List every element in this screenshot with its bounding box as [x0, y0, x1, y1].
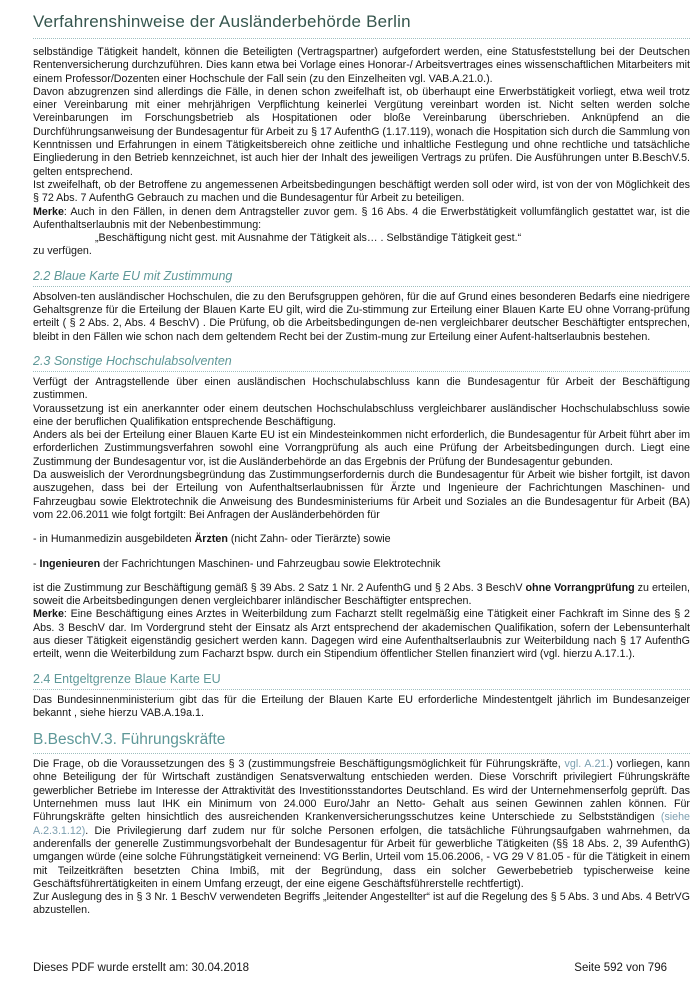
- paragraph: [33, 582, 690, 609]
- paragraph: [33, 558, 690, 571]
- text-segment: -: [33, 557, 40, 570]
- bold-text: Merke: [33, 205, 64, 218]
- paragraph: [33, 694, 690, 721]
- text-segment: Voraussetzung ist ein anerkannter oder einem deutschen Hochschulabschluss vergleichbarer ausländischer Hochschulabschluss sowie eine der beruflichen Qualifikation entsprechende Beschäftigung.: [33, 402, 690, 428]
- section-heading-2-3: 2.3 Sonstige Hochschulabsolventen: [33, 354, 690, 372]
- text-segment: zu verfügen.: [33, 245, 92, 258]
- bold-text: Merke: [33, 608, 64, 621]
- paragraph: [33, 376, 690, 403]
- cross-reference-link[interactable]: vgl. A.21.: [564, 758, 610, 771]
- text-segment: zu erteilen, soweit die Arbeitsbedingungen denen vergleichbarer inländischer Beschäftigter entsprechen.: [33, 581, 691, 608]
- bold-text: Ärzten: [194, 533, 228, 546]
- paragraph: [33, 46, 690, 86]
- paragraph: [33, 291, 690, 344]
- text-segment: ist die Zustimmung zur Beschäftigung gemäß § 39 Abs. 2 Satz 1 Nr. 2 AufenthG und § 2 Abs. 3 BeschV: [33, 581, 526, 594]
- text-segment: Ist zweifelhaft, ob der Betroffene zu angemessenen Arbeitsbedingungen beschäftigt werden soll oder wird, ist von der von Möglichkeit des § 72 Abs. 7 AufenthG Gebrauch zu machen und die Bundesagentur für Arbeit zu beteiligen.: [33, 178, 690, 205]
- text-segment: Absolven-ten ausländischer Hochschulen, die zu den Berufsgruppen gehören, für die auf Grund eines besonderen Bedarfs eine niedrigere Gehaltsgrenze für die Erteilung der Blauen Karte EU gilt, wird die Zu-stimmung zur Erteilung einer Blauen Karte EU ohne Vorrang-prüfung erteilt ( § 2 Abs. 2, Abs. 4 BeschV) . Die Prüfung, ob die Arbeitsbedingungen de-nen vergleichbarer deutscher Beschäftigter entsprechen, bleibt in den Fällen wie schon nach dem geltendem Recht bei der Zustim-mung zur Erteilung einer Aufent-haltserlaubnis bestehen.: [33, 290, 690, 343]
- section-heading-beschv3: B.BeschV.3. Führungskräfte: [33, 731, 690, 754]
- text-segment: Anders als bei der Erteilung einer Blauen Karte EU ist ein Mindesteinkommen nicht erforderlich, die Bundesagentur für Arbeit führt aber im erforderlichen Zustimmungsverfahren sowohl eine Vorrangprüfung als auch eine Prüfung der Arbeitsbedingungen durch. Liegt eine Zustimmung der Bundesagentur vor, ist die Ausländerbehörde an das Ergebnis der Prüfung der Bundesagentur gebunden.: [33, 429, 690, 468]
- text-segment: „Beschäftigung nicht gest. mit Ausnahme der Tätigkeit als… . Selbständige Tätigkeit gest.“: [95, 232, 522, 245]
- page-title: Verfahrenshinweise der Ausländerbehörde Berlin: [33, 12, 690, 39]
- quote-line: [33, 232, 690, 245]
- bold-text: Ingenieuren: [39, 557, 101, 570]
- footer-page-number: Seite 592 von 796: [574, 962, 667, 974]
- text-segment: - in Humanmedizin ausgebildeten: [33, 533, 195, 546]
- text-segment: selbständige Tätigkeit handelt, können die Beteiligten (Vertragspartner) aufgefordert werden, eine Statusfeststellung bei der Deutschen Rentenversicherung durchzuführen. Dies kann etwa bei Vorlage eines Honorar-/ Arbeitsvertrages eines wissenschaftlichen Mitarbeiters mit einem Professor/Dozenten einer Hochschule der Fall sein (zu den Einzelheiten vgl. VAB.A.21.0.).: [33, 46, 690, 85]
- footer-created-date: Dieses PDF wurde erstellt am: 30.04.2018: [33, 962, 250, 974]
- paragraph: [33, 891, 690, 918]
- section-heading-2-4: 2.4 Entgeltgrenze Blaue Karte EU: [33, 672, 690, 690]
- paragraph: [33, 86, 690, 179]
- paragraph: [33, 758, 690, 891]
- paragraph: [33, 403, 690, 430]
- text-segment: ) vorliegen, kann ohne Beteiligung der für Wirtschaft zuständigen Senatsverwaltung entschieden werden. Diese Vorschrift privilegiert Führungskräfte gewerblicher Betriebe im Interesse der Attraktivität des Investitionsstandortes Deutschland. Es wird der Unternehmenserfolg geprüft. Das Unternehmen muss laut IHK ein Minimum von 24.000 Euro/Jahr an Netto- Gehalt aus seinen Gewinnen zahlen können. Für Führungskräfte gelten hinsichtlich des ausreichenden Krankenversicherungsschutzes keine Unterschiede zu Selbstständigen: [33, 758, 690, 824]
- paragraph: [33, 245, 690, 258]
- text-segment: Die Frage, ob die Voraussetzungen des § 3 (zustimmungsfreie Beschäftigungsmöglichkeit für Führungskräfte,: [33, 758, 565, 771]
- text-segment: Zur Auslegung des in § 3 Nr. 1 BeschV verwendeten Begriffs „leitender Angestellter“ ist auf die Regelung des § 5 Abs. 3 und Abs. 4 BetrVG abzustellen.: [33, 891, 690, 917]
- text-segment: Verfügt der Antragstellende über einen ausländischen Hochschulabschluss kann die Bundesagentur für Arbeit der Beschäftigung zustimmen.: [33, 375, 690, 402]
- bold-text: ohne Vorrangprüfung: [525, 581, 635, 594]
- text-segment: : Auch in den Fällen, in denen dem Antragsteller zuvor gem. § 16 Abs. 4 die Erwerbstätigkeit vollumfänglich gestattet war, ist die Aufenthaltserlaubnis mit der Nebenbestimmung:: [33, 205, 690, 231]
- text-segment: Davon abzugrenzen sind allerdings die Fälle, in denen schon zweifelhaft ist, ob überhaupt eine Erwerbstätigkeit vorliegt, etwa weil trotz einer Vereinbarung mit einer mehrjährigen Verpflichtung keinerlei Vergütung vereinbart worden ist. Nicht selten werden solche Vereinbarungen im Forschungsbetrieb als Hospitationen oder bloße Vereinbarung überschrieben. Anknüpfend an die Durchführungsanweisung der Bundesagentur für Arbeit zu § 17 AufenthG (1.17.119), wonach die Hospitation sich durch die Sammlung von Kenntnissen und Erfahrungen in einem Tätigkeitsbereich ohne zeitliche und inhaltliche Festlegung und ohne rechtliche und tatsächliche Eingliederung in den Betrieb kennzeichnet, ist auch hier der Inhalt des jeweiligen Vertrags zu prüfen. Die Ausführungen unter B.BeschV.5. gelten entsprechend.: [33, 85, 690, 178]
- text-segment: : Eine Beschäftigung eines Arztes in Weiterbildung zum Facharzt stellt regelmäßig eine Tätigkeit einer Fachkraft im Sinne des § 2 Abs. 3 BeschV dar. Im Vordergrund steht der Einsatz als Arzt entsprechend der akademischen Qualifikation, sofern der Lebensunterhalt aus dieser Tätigkeit eigenständig gesichert werden kann. Dagegen wird eine Aufenthaltserlaubnis zur Weiterbildung nach § 17 AufenthG erteilt, wenn die Weiterbildung zum Facharzt bspw. durch ein Stipendium öffentlicher Stellen finanziert wird (vgl. hierzu A.17.1.).: [33, 608, 690, 661]
- section-heading-2-2: 2.2 Blaue Karte EU mit Zustimmung: [33, 269, 690, 287]
- text-segment: Da ausweislich der Verordnungsbegründung das Zustimmungserfordernis durch die Bundesagentur für Arbeit wie bisher fortgilt, ist davon auszugehen, dass bei der Erteilung von Aufenthaltserlaubnissen für Ärzte und Ingenieure der Fachrichtungen Maschinen- und Fahrzeugbau sowie Elektrotechnik die Anweisung des Bundesministeriums für Arbeit und Soziales an die Bundesagentur für Arbeit (BA) vom 22.06.2011 wie folgt fortgilt: Bei Anfragen der Ausländerbehörden für: [33, 469, 690, 521]
- paragraph: [33, 533, 690, 546]
- document-content: [33, 46, 690, 918]
- page-footer: [33, 962, 667, 974]
- paragraph: [33, 469, 690, 522]
- text-segment: der Fachrichtungen Maschinen- und Fahrzeugbau sowie Elektrotechnik: [100, 557, 441, 570]
- paragraph: [33, 429, 690, 469]
- paragraph: [33, 179, 690, 206]
- text-segment: . Die Privilegierung darf zudem nur für solche Personen erfolgen, die tatsächliche Führungsaufgaben wahrnehmen, da anderenfalls der generelle Zustimmungsvorbehalt der Bundesagentur für Arbeit für gewerbliche Tätigkeiten (§§ 18 Abs. 2, 39 AufenthG) umgangen würde (eine solche Führungstätigkeit verneinend: VG Berlin, Urteil vom 15.06.2006, - VG 29 V 81.05 - für die Tätigkeit in einem mit Teilzeitkräften besetzten China Imbiß, mit der Begründung, dass ein solcher Gewerbebetrieb typischerweise keine Geschäftsführertätigkeiten in einem Umfang erzeugt, der eine eigene Geschäftsführerstelle rechtfertigt).: [33, 824, 690, 890]
- paragraph: [33, 608, 690, 661]
- paragraph: [33, 206, 690, 233]
- text-segment: (nicht Zahn- oder Tierärzte) sowie: [227, 533, 391, 546]
- cross-reference-link[interactable]: (siehe A.2.3.1.12): [33, 811, 690, 837]
- text-segment: Das Bundesinnenministerium gibt das für die Erteilung der Blauen Karte EU erforderliche Mindestentgelt jährlich im Bundesanzeiger bekannt , siehe hierzu VAB.A.19a.1.: [33, 693, 690, 719]
